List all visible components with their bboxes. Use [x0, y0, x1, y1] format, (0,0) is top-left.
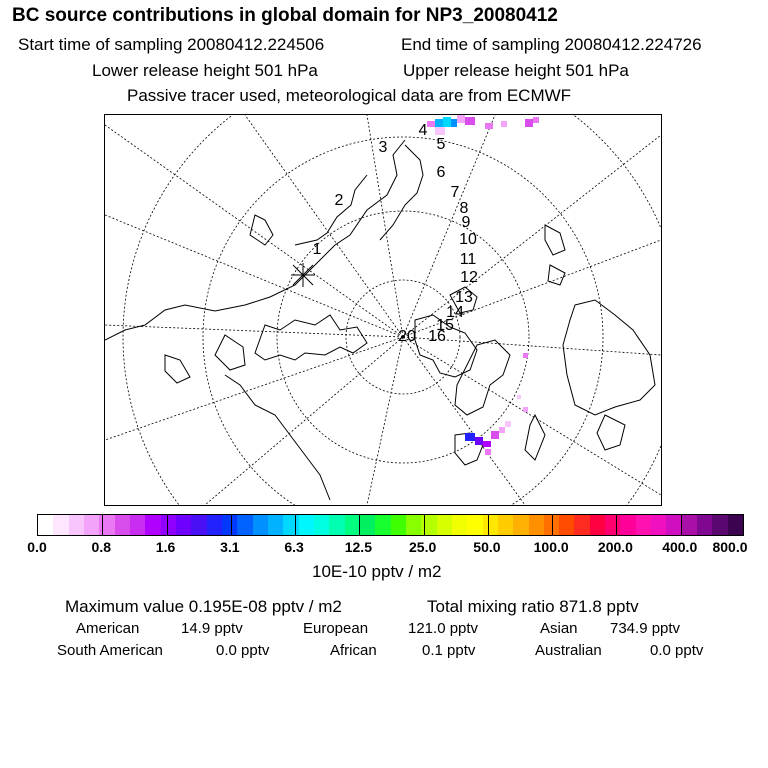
map-canvas [105, 115, 661, 505]
colorbar-swatch [191, 515, 206, 535]
australian-label: Australian [535, 642, 602, 659]
colorbar-swatch [728, 515, 743, 535]
map-title: BC source contributions in global domain for NP3_20080412 [12, 5, 558, 26]
trajectory-label: 7 [450, 184, 460, 201]
trajectory-label: 3 [378, 139, 388, 156]
colorbar-tick [488, 515, 489, 535]
colorbar-tick-label: 200.0 [597, 539, 633, 555]
american-label: American [76, 620, 140, 637]
colorbar-tick-label: 12.5 [344, 539, 372, 555]
trajectory-label: 10 [459, 231, 477, 248]
colorbar-swatch [437, 515, 452, 535]
colorbar-swatch [529, 515, 544, 535]
colorbar-unit: 10E-10 pptv / m2 [312, 562, 442, 581]
european-value: 121.0 pptv [408, 620, 479, 637]
colorbar-swatch [513, 515, 528, 535]
south-american-value: 0.0 pptv [216, 642, 270, 659]
colorbar-tick-label: 800.0 [712, 539, 748, 555]
colorbar-tick-label: 50.0 [473, 539, 501, 555]
trajectory-label: 8 [459, 200, 469, 217]
colorbar-swatch [299, 515, 314, 535]
trajectory-label: 9 [461, 214, 471, 231]
colorbar-swatch [406, 515, 421, 535]
trajectory-label: 5 [436, 136, 446, 153]
trajectory-label: 13 [455, 289, 473, 306]
lower-height-text: Lower release height 501 hPa [92, 61, 318, 80]
colorbar-tick-label: 1.6 [155, 539, 176, 555]
trajectory-label: 12 [460, 269, 478, 286]
colorbar-tick-label: 400.0 [662, 539, 698, 555]
colorbar-tick [102, 515, 103, 535]
colorbar-swatch [161, 515, 176, 535]
start-sampling-text: Start time of sampling 20080412.224506 [18, 35, 325, 54]
colorbar-swatch [483, 515, 498, 535]
colorbar-tick-label: 0.8 [91, 539, 111, 555]
trajectory-label: 14 [446, 304, 464, 321]
colorbar-tick-label: 3.1 [220, 539, 240, 555]
trajectory-label: 1 [312, 241, 322, 258]
meridians [105, 115, 661, 505]
trajectory-label: 6 [436, 164, 446, 181]
african-value: 0.1 pptv [422, 642, 476, 659]
max-value-text: Maximum value 0.195E-08 pptv / m2 [65, 597, 342, 616]
colorbar-swatch [712, 515, 727, 535]
colorbar-tick [616, 515, 617, 535]
colorbar-tick [681, 515, 682, 535]
colorbar-tick-label: 0.0 [27, 539, 47, 555]
colorbar-tick [231, 515, 232, 535]
colorbar-swatch [237, 515, 252, 535]
colorbar-tick-label: 6.3 [284, 539, 304, 555]
south-american-label: South American [57, 642, 163, 659]
colorbar-swatch [375, 515, 390, 535]
trajectory-label: 15 [436, 317, 454, 334]
colorbar-swatch [574, 515, 589, 535]
colorbar-swatch [498, 515, 513, 535]
colorbar-swatch [268, 515, 283, 535]
colorbar [37, 514, 744, 536]
colorbar-swatch [605, 515, 620, 535]
colorbar-swatch [115, 515, 130, 535]
colorbar-swatch [666, 515, 681, 535]
colorbar-tick-label: 25.0 [409, 539, 437, 555]
trajectory-label: 11 [459, 251, 477, 268]
colorbar-swatch [590, 515, 605, 535]
colorbar-swatch [283, 515, 298, 535]
colorbar-swatch [69, 515, 84, 535]
colorbar-swatch [53, 515, 68, 535]
colorbar-swatch [176, 515, 191, 535]
colorbar-swatch [620, 515, 635, 535]
colorbar-swatch [391, 515, 406, 535]
colorbar-tick-label: 100.0 [533, 539, 569, 555]
european-label: European [303, 620, 369, 637]
colorbar-tick [424, 515, 425, 535]
colorbar-swatch [38, 515, 53, 535]
colorbar-swatch [559, 515, 574, 535]
latitude-circles [123, 115, 661, 505]
trajectory-label: 20 [398, 328, 416, 345]
end-sampling-text: End time of sampling 20080412.224726 [401, 35, 702, 54]
colorbar-swatch [207, 515, 222, 535]
colorbar-swatch [360, 515, 375, 535]
colorbar-tick [295, 515, 296, 535]
colorbar-swatch [145, 515, 160, 535]
colorbar-swatch [452, 515, 467, 535]
colorbar-swatch [682, 515, 697, 535]
tracer-note-text: Passive tracer used, meteorological data are from ECMWF [127, 86, 572, 105]
total-mixing-text: Total mixing ratio 871.8 pptv [427, 597, 639, 616]
australian-value: 0.0 pptv [650, 642, 704, 659]
colorbar-swatch [651, 515, 666, 535]
colorbar-swatch [253, 515, 268, 535]
colorbar-swatch [329, 515, 344, 535]
trajectory-label: 16 [428, 328, 446, 345]
release-point-marker [291, 263, 315, 287]
american-value: 14.9 pptv [181, 620, 243, 637]
asian-value: 734.9 pptv [610, 620, 681, 637]
colorbar-tick [552, 515, 553, 535]
colorbar-swatch [697, 515, 712, 535]
polar-map [104, 114, 662, 506]
asian-label: Asian [540, 620, 578, 637]
colorbar-swatch [222, 515, 237, 535]
colorbar-tick [167, 515, 168, 535]
african-label: African [330, 642, 377, 659]
colorbar-swatch [314, 515, 329, 535]
colorbar-swatch [345, 515, 360, 535]
colorbar-tick [359, 515, 360, 535]
upper-height-text: Upper release height 501 hPa [403, 61, 629, 80]
colorbar-swatch [130, 515, 145, 535]
colorbar-swatch [467, 515, 482, 535]
colorbar-swatch [636, 515, 651, 535]
trajectory-label: 2 [334, 192, 344, 209]
colorbar-swatch [84, 515, 99, 535]
trajectory-label: 4 [418, 122, 428, 139]
